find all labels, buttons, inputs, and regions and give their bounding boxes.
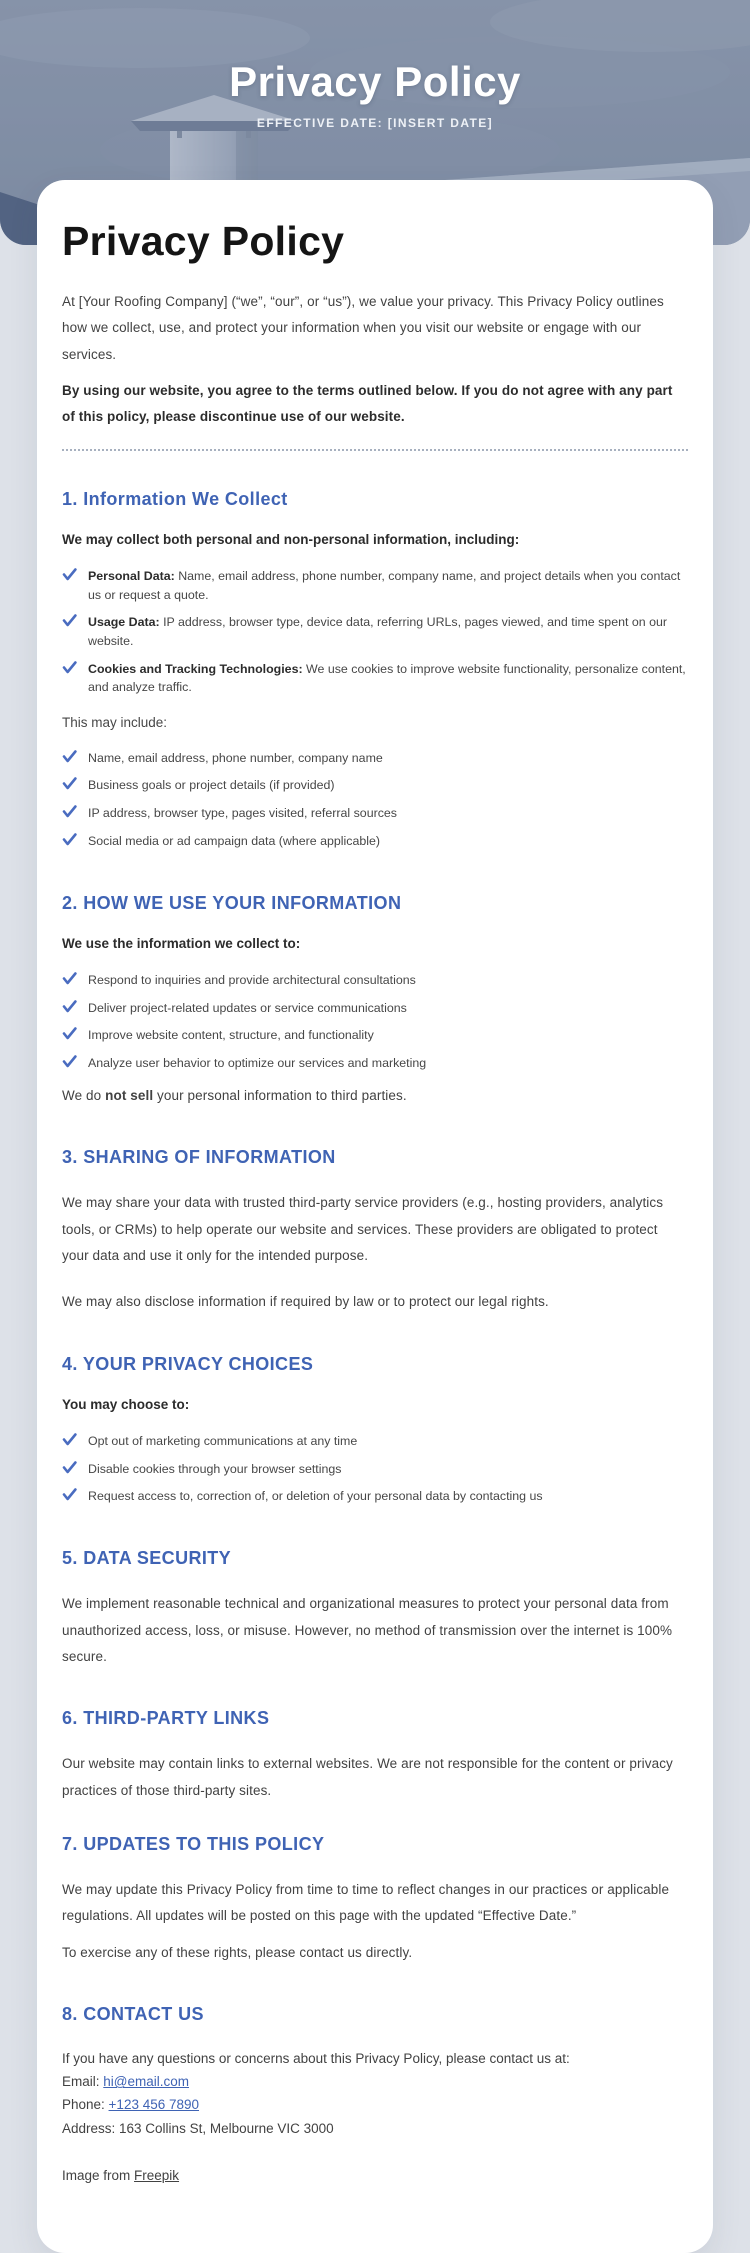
list-item-text: Analyze user behavior to optimize our services and marketing [88,1055,427,1070]
list-item-text [88,613,688,650]
intro-paragraph: At [Your Roofing Company] (“we”, “our”, or “us”), we value your privacy. This Privacy Policy outlines how we collect, use, and protect your information when you visit our website or engage with our services. [62,294,664,362]
section-lead: We use the information we collect to: [62,935,301,951]
section-heading: 1. Information We Collect [62,488,288,509]
section-heading: 6. THIRD-PARTY LINKS [62,1708,270,1729]
section-paragraph: We may update this Privacy Policy from time to time to reflect changes in our practices or applicable regulations. All updates will be posted on this page with the updated “Effective Date.” [62,1882,670,1924]
info-types-list [62,563,688,702]
list-item [62,967,688,995]
check-icon [62,1000,77,1013]
section-information-we-collect [62,489,688,855]
section-sharing-of-information [62,1147,688,1315]
check-icon [62,661,77,674]
check-icon [62,833,77,846]
section-sublead: This may include: [62,715,168,731]
check-icon [62,750,77,763]
check-icon [62,568,77,581]
check-icon [62,972,77,985]
list-item-text: Disable cookies through your browser settings [88,1461,342,1476]
contact-phone-line [62,2093,688,2116]
list-item [62,655,688,701]
list-item-term: Usage Data: [88,615,160,630]
hero-text-block [0,58,750,130]
section-heading: 3. SHARING OF INFORMATION [62,1147,336,1168]
section-third-party-links [62,1708,688,1804]
section-contact-us [62,2004,688,2183]
email-link[interactable]: hi@email.com [103,2074,189,2090]
phone-link[interactable]: +123 456 7890 [108,2097,200,2113]
check-icon [62,1055,77,1068]
contact-lead: If you have any questions or concerns about this Privacy Policy, please contact us at: [62,2050,570,2066]
check-icon [62,1461,77,1474]
collected-data-list [62,744,688,854]
phone-label: Phone: [62,2097,109,2113]
section-paragraph: To exercise any of these rights, please contact us directly. [62,1944,413,1960]
credit-text: Image from [62,2167,135,2183]
section-paragraph: We may share your data with trusted third-party service providers (e.g., hosting providers, analytics tools, or CRMs) to help operate our website and services. These providers are obligated to protect your data and use it only for the intended purpose. [62,1195,664,1264]
list-item-text: IP address, browser type, pages visited, referral sources [88,805,397,820]
section-heading: 2. HOW WE USE YOUR INFORMATION [62,892,402,913]
check-icon [62,805,77,818]
list-item-text: Improve website content, structure, and functionality [88,1028,374,1043]
section-paragraph: Our website may contain links to external websites. We are not responsible for the content or privacy practices of those third-party sites. [62,1756,673,1798]
list-item-desc: Name, email address, phone number, company name, and project details when you contact us or request a quote. [88,569,681,602]
list-item [62,799,688,827]
list-item-text: Social media or ad campaign data (where applicable) [88,833,381,848]
contact-address-line: Address: 163 Collins St, Melbourne VIC 3000 [62,2120,334,2136]
policy-card [37,180,713,2253]
list-item [62,1022,688,1050]
dotted-divider [62,449,688,451]
page-title: Privacy Policy [62,218,345,264]
list-item [62,609,688,655]
no-sell-statement [62,1083,688,1109]
check-icon [62,1433,77,1446]
section-lead: You may choose to: [62,1396,190,1412]
check-icon [62,1027,77,1040]
hero-title: Privacy Policy [229,58,521,105]
list-item [62,772,688,800]
image-credit [62,2168,688,2183]
section-your-privacy-choices [62,1354,688,1511]
check-icon [62,614,77,627]
list-item [62,1483,688,1511]
section-paragraph: We may also disclose information if required by law or to protect our legal rights. [62,1294,549,1310]
list-item-text: Business goals or project details (if provided) [88,778,335,793]
section-heading: 5. DATA SECURITY [62,1548,232,1569]
check-icon [62,1488,77,1501]
agreement-paragraph: By using our website, you agree to the terms outlined below. If you do not agree with any part of this policy, please discontinue use of our website. [62,382,673,425]
list-item-term: Personal Data: [88,569,175,584]
list-item-text: Request access to, correction of, or deletion of your personal data by contacting us [88,1489,543,1504]
section-lead: We may collect both personal and non-personal information, including: [62,531,520,547]
section-paragraph: We implement reasonable technical and organizational measures to protect your personal data from unauthorized access, loss, or misuse. However, no method of transmission over the internet is 100% secure. [62,1596,673,1665]
list-item-text [88,660,688,697]
section-how-we-use-information [62,893,688,1110]
list-item [62,1428,688,1456]
list-item-text: Respond to inquiries and provide architectural consultations [88,973,416,988]
statement-text: We do [62,1088,106,1104]
usage-purposes-list [62,967,688,1077]
privacy-choices-list [62,1428,688,1511]
list-item [62,563,688,609]
list-item-desc: We use cookies to improve website functionality, personalize content, and analyze traffic. [88,661,686,695]
section-heading: 8. CONTACT US [62,2003,204,2024]
list-item-term: Cookies and Tracking Technologies: [88,661,303,676]
list-item [62,744,688,772]
list-item [62,1049,688,1077]
list-item [62,1455,688,1483]
section-heading: 4. YOUR PRIVACY CHOICES [62,1353,314,1374]
freepik-link[interactable]: Freepik [134,2167,180,2183]
list-item-text: Name, email address, phone number, company name [88,750,383,765]
list-item-desc: IP address, browser type, device data, referring URLs, pages viewed, and time spent on our website. [88,615,667,648]
statement-bold: not sell [105,1088,154,1104]
list-item [62,827,688,855]
statement-text: your personal information to third parties. [153,1088,407,1104]
email-label: Email: [62,2074,104,2090]
list-item-text: Deliver project-related updates or service communications [88,1000,407,1015]
contact-email-line [62,2070,688,2093]
list-item-text [88,567,688,604]
list-item [62,994,688,1022]
section-heading: 7. UPDATES TO THIS POLICY [62,1834,325,1855]
hero-effective-date: EFFECTIVE DATE: [INSERT DATE] [256,116,494,130]
check-icon [62,777,77,790]
section-data-security [62,1548,688,1670]
section-updates-to-this-policy [62,1834,688,1966]
list-item-text: Opt out of marketing communications at any time [88,1434,358,1449]
